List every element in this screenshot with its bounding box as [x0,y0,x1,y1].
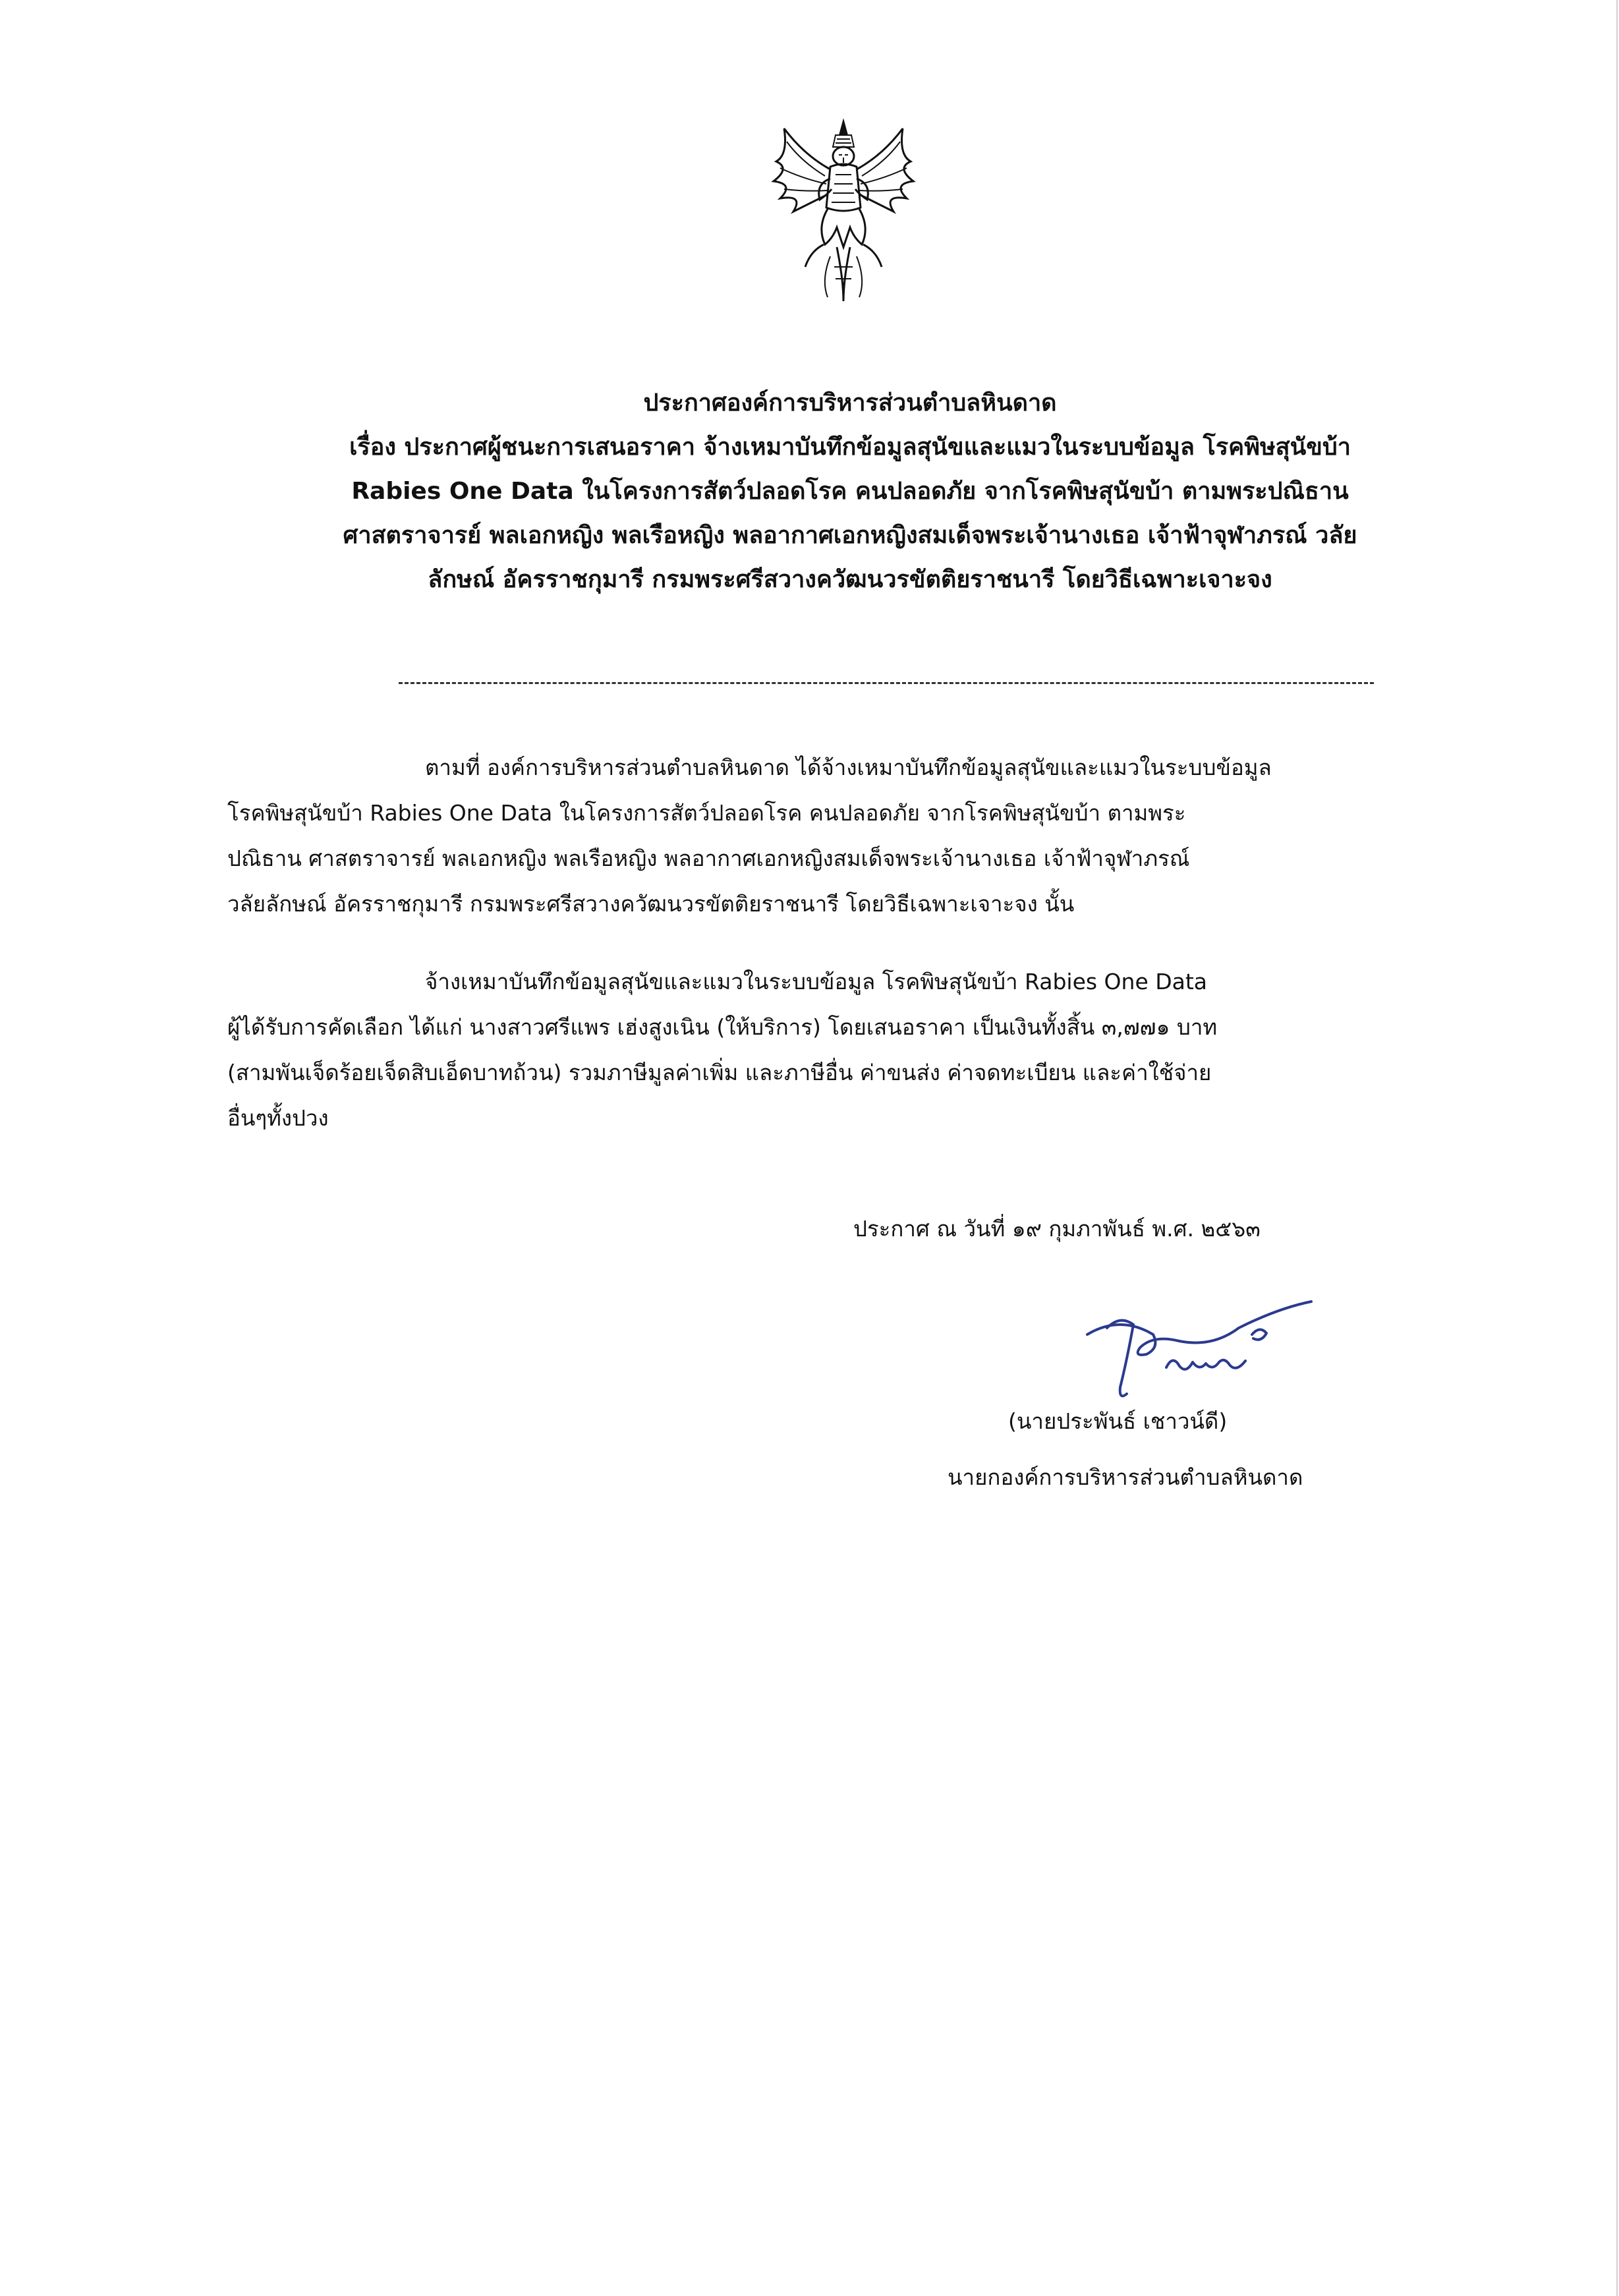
signatory-name: (นายประพันธ์ เชาวน์ดี) [1008,1408,1228,1434]
dashed-divider [399,682,1374,684]
paragraph-line: โรคพิษสุนัขบ้า Rabies One Data ในโครงการสัตว์ปลอดโรค คนปลอดภัย จากโรคพิษสุนัขบ้า ตามพระ [227,800,1186,826]
paragraph-line: วลัยลักษณ์ อัครราชกุมารี กรมพระศรีสวางควัฒนวรขัตติยราชนารี โดยวิธีเฉพาะเจาะจง นั้น [227,891,1075,917]
paragraph-line: อื่นๆทั้งปวง [227,1105,329,1131]
body-paragraph-2 [227,959,1479,1141]
body-paragraph-1 [227,745,1479,927]
announcement-date: ประกาศ ณ วันที่ ๑๙ กุมภาพันธ์ พ.ศ. ๒๕๖๓ [853,1216,1261,1242]
heading-subject-line: ลักษณ์ อัครราชกุมารี กรมพระศรีสวางควัฒนวรขัตติยราชนารี โดยวิธีเฉพาะเจาะจง [428,566,1272,593]
signatory-position: นายกองค์การบริหารส่วนตำบลหินดาด [948,1464,1303,1490]
paragraph-line: ปณิธาน ศาสตราจารย์ พลเอกหญิง พลเรือหญิง พลอากาศเอกหญิงสมเด็จพระเจ้านางเธอ เจ้าฟ้าจุฬาภรณ์ [227,846,1190,871]
paragraph-line: ตามที่ องค์การบริหารส่วนตำบลหินดาด ได้จ้างเหมาบันทึกข้อมูลสุนัขและแมวในระบบข้อมูล [425,755,1272,780]
paragraph-line: จ้างเหมาบันทึกข้อมูลสุนัขและแมวในระบบข้อมูล โรคพิษสุนัขบ้า Rabies One Data [425,969,1208,994]
heading-title: ประกาศองค์การบริหารส่วนตำบลหินดาด [643,389,1057,416]
handwritten-signature [1081,1288,1338,1414]
paragraph-line: (สามพันเจ็ดร้อยเจ็ดสิบเอ็ดบาทถ้วน) รวมภาษีมูลค่าเพิ่ม และภาษีอื่น ค่าขนส่ง ค่าจดทะเบียน และค่าใช้จ่าย [227,1060,1212,1085]
paragraph-line: ผู้ได้รับการคัดเลือก ได้แก่ นางสาวศรีแพร เฮ่งสูงเนิน (ให้บริการ) โดยเสนอราคา เป็นเงินทั้งสิ้น ๓,๗๗๑ บาท [227,1014,1218,1040]
heading-subject-line: เรื่อง ประกาศผู้ชนะการเสนอราคา จ้างเหมาบันทึกข้อมูลสุนัขและแมวในระบบข้อมูล โรคพิษสุนัขบ้า [349,434,1351,461]
scan-edge [1616,0,1618,2296]
heading-subject-line: ศาสตราจารย์ พลเอกหญิง พลเรือหญิง พลอากาศเอกหญิงสมเด็จพระเจ้านางเธอ เจ้าฟ้าจุฬาภรณ์ วลัย [343,522,1357,549]
garuda-emblem-icon [764,115,923,306]
document-heading [224,381,1476,602]
heading-subject-line: Rabies One Data ในโครงการสัตว์ปลอดโรค คนปลอดภัย จากโรคพิษสุนัขบ้า ตามพระปณิธาน [351,478,1349,505]
